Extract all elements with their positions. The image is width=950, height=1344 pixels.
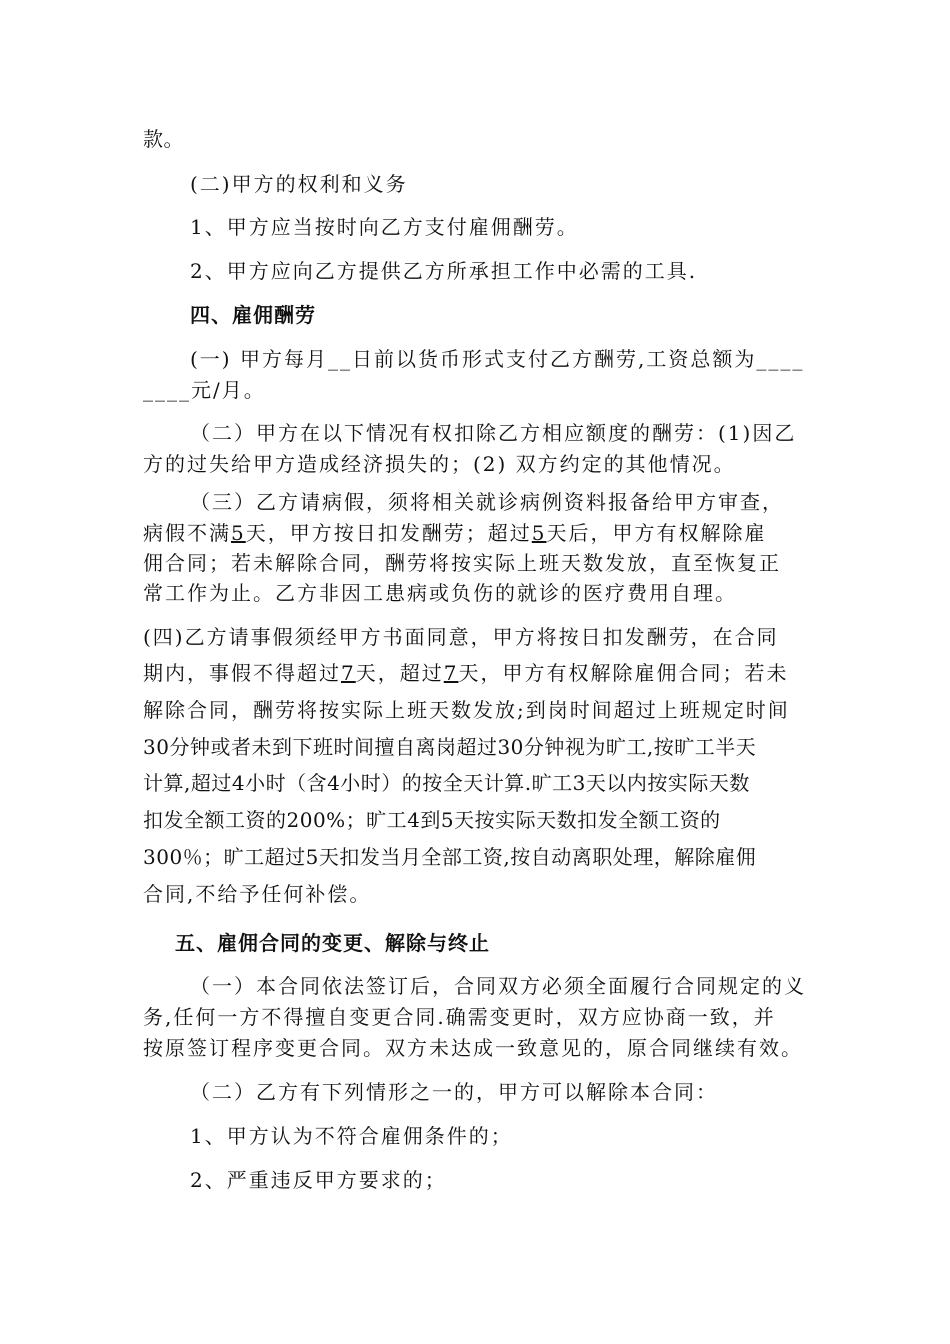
text-line: 常工作为止。乙方非因工患病或负伤的就诊的医疗费用自理。: [143, 581, 737, 605]
text-line: 300％；旷工超过5天扣发当月全部工资,按自动离职处理，解除雇佣: [143, 845, 757, 869]
text-line: (一) 甲方每月__日前以货币形式支付乙方酬劳,工资总额为____: [190, 347, 805, 371]
section-heading: 五、雇佣合同的变更、解除与终止: [175, 931, 490, 955]
text-line: (二)甲方的权利和义务: [190, 172, 408, 196]
underlined-number: 7: [443, 661, 459, 685]
text-line: ____元/月。: [143, 378, 266, 402]
text-line: 1、甲方认为不符合雇佣条件的；: [190, 1124, 513, 1148]
text-line: 务,任何一方不得擅自变更合同.确需变更时，双方应协商一致，并: [143, 1005, 776, 1029]
text-run: 天后，甲方有权解除雇: [546, 521, 767, 545]
text-run: 天，甲方按日扣发酬劳；超过: [245, 521, 532, 545]
text-line: 1、甲方应当按时向乙方支付雇佣酬劳。: [190, 215, 579, 239]
text-line: 计算,超过4小时（含4小时）的按全天计算.旷工3天以内按实际天数: [143, 771, 750, 795]
section-heading: 四、雇佣酬劳: [190, 303, 316, 327]
text-run: 期内，事假不得超过: [143, 661, 341, 685]
underlined-number: 5: [231, 521, 246, 545]
text-run: 天，甲方有权解除雇佣合同；若未: [458, 661, 789, 685]
text-run: 天，超过: [355, 661, 444, 685]
text-line: 款。: [143, 127, 184, 151]
text-line: （三）乙方请病假，须将相关就诊病例资料报备给甲方审查，: [190, 490, 784, 514]
underlined-number: 7: [341, 661, 356, 685]
text-line: 按原签订程序变更合同。双方未达成一致意见的，原合同继续有效。: [143, 1036, 803, 1060]
text-line: 30分钟或者未到下班时间擅自离岗超过30分钟视为旷工,按旷工半天: [143, 735, 757, 759]
text-line: (四)乙方请事假须经甲方书面同意，甲方将按日扣发酬劳，在合同: [143, 625, 779, 649]
text-line: （一）本合同依法签订后，合同双方必须全面履行合同规定的义: [190, 974, 806, 998]
text-line: 方的过失给甲方造成经济损失的；(2) 双方约定的其他情况。: [143, 452, 736, 476]
text-line: 佣合同；若未解除合同，酬劳将按实际上班天数发放，直至恢复正: [143, 551, 781, 575]
text-line: [143, 521, 766, 545]
text-line: 合同,不给予任何补偿。: [143, 882, 372, 906]
text-line: 2、严重违反甲方要求的；: [190, 1168, 447, 1192]
text-line: 扣发全额工资的200%；旷工4到5天按实际天数扣发全额工资的: [143, 808, 721, 832]
text-line: 解除合同，酬劳将按实际上班天数发放;到岗时间超过上班规定时间: [143, 698, 790, 722]
text-line: 2、甲方应向乙方提供乙方所承担工作中必需的工具.: [190, 259, 698, 283]
text-line: [143, 661, 788, 685]
text-line: （二）甲方在以下情况有权扣除乙方相应额度的酬劳：(1)因乙: [190, 421, 797, 445]
underlined-number: 5: [531, 521, 547, 545]
text-run: 病假不满: [143, 521, 231, 545]
text-line: （二）乙方有下列情形之一的，甲方可以解除本合同：: [190, 1080, 718, 1104]
